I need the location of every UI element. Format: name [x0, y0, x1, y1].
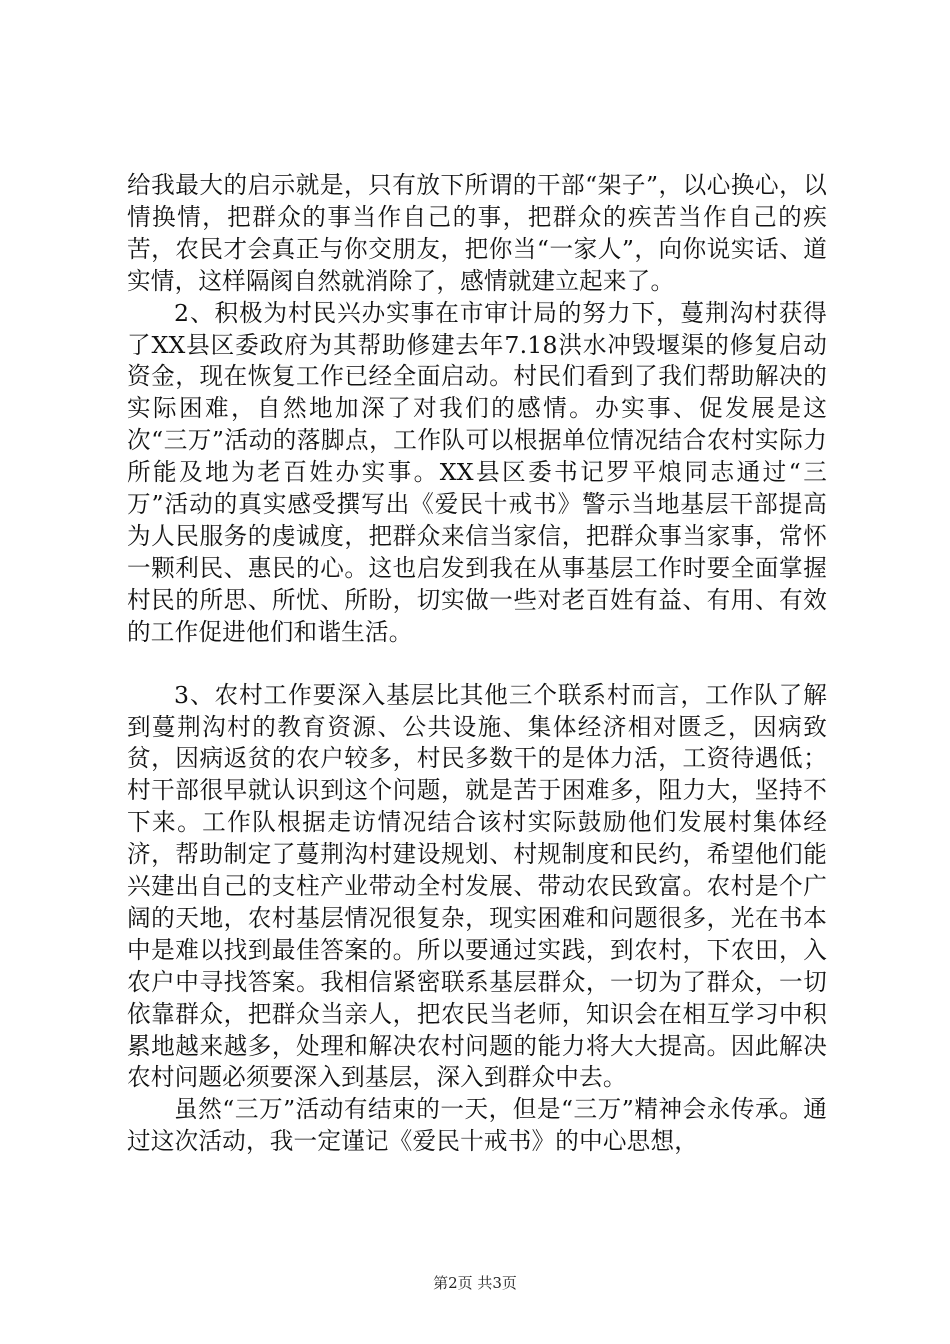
- paragraph-item-2: 2、积极为村民兴办实事在市审计局的努力下，蔓荆沟村获得了XX县区委政府为其帮助修建去年7.18洪水冲毁堰渠的修复启动资金，现在恢复工作已经全面启动。村民们看到了我们帮助解决的实际困难，自然地加深了对我们的感情。办实事、促发展是这次“三万”活动的落脚点，工作队可以根据单位情况结合农村实际力所能及地为老百姓办实事。XX县区委书记罗平烺同志通过“三万”活动的真实感受撰写出《爱民十戒书》警示当地基层干部提高为人民服务的虔诚度，把群众来信当家信，把群众事当家事，常怀一颗利民、惠民的心。这也启发到我在从事基层工作时要全面掌握村民的所思、所忧、所盼，切实做一些对老百姓有益、有用、有效的工作促进他们和谐生活。: [127, 298, 827, 646]
- page-number-footer: 第2页 共3页: [433, 1274, 517, 1292]
- paragraph-item-3: 3、农村工作要深入基层比其他三个联系村而言，工作队了解到蔓荆沟村的教育资源、公共设施、集体经济相对匮乏，因病致贫，因病返贫的农户较多，村民多数干的是体力活，工资待遇低；村干部很早就认识到这个问题，就是苦于困难多，阻力大，坚持不下来。工作队根据走访情况结合该村实际鼓励他们发展村集体经济，帮助制定了蔓荆沟村建设规划、村规制度和民约，希望他们能兴建出自己的支柱产业带动全村发展、带动农民致富。农村是个广阔的天地，农村基层情况很复杂，现实困难和问题很多，光在书本中是难以找到最佳答案的。所以要通过实践，到农村，下农田，入农户中寻找答案。我相信紧密联系基层群众，一切为了群众，一切依靠群众，把群众当亲人，把农民当老师，知识会在相互学习中积累地越来越多，处理和解决农村问题的能力将大大提高。因此解决农村问题必须要深入到基层，深入到群众中去。: [127, 680, 827, 1092]
- paragraph-closing: 虽然“三万”活动有结束的一天，但是“三万”精神会永传承。通过这次活动，我一定谨记《爱民十戒书》的中心思想，: [127, 1095, 827, 1156]
- paragraph-spacer: [127, 649, 827, 680]
- document-body: [127, 170, 827, 1158]
- paragraph-continued: 给我最大的启示就是，只有放下所谓的干部“架子”，以心换心，以情换情，把群众的事当作自己的事，把群众的疾苦当作自己的疾苦，农民才会真正与你交朋友，把你当“一家人”，向你说实话、道实情，这样隔阂自然就消除了，感情就建立起来了。: [127, 171, 827, 295]
